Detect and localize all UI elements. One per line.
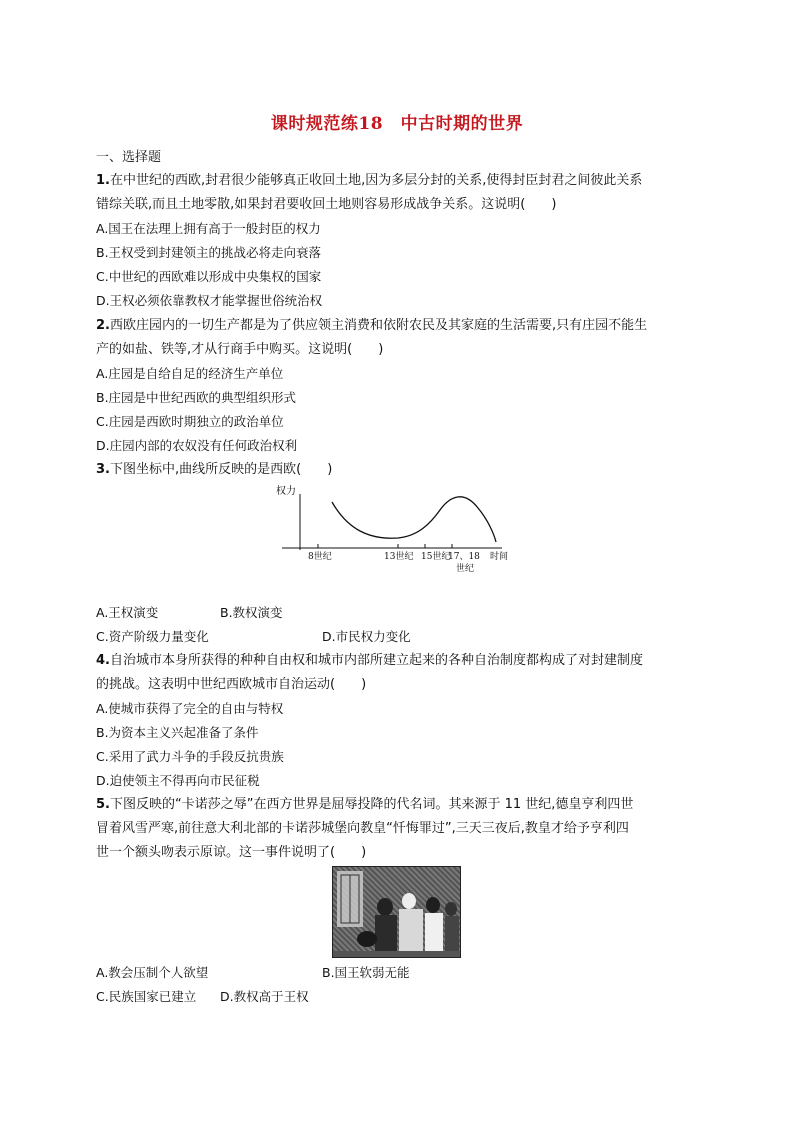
question-5-option-b[interactable]: B.国王软弱无能 [322,965,410,980]
question-2-text-line2: 产的如盐、铁等,才从行商手中购买。这说明( ) [96,342,384,357]
question-2-option-d[interactable]: D.庄园内部的农奴没有任何政治权利 [96,438,298,453]
chart-series-line [332,497,496,542]
question-4-stem-part1: 自治城市本身所获得的种种自由权和城市内部所建立起来的各种自治制度都构成了对封建制度 [109,653,643,668]
page-title: 课时规范练18 中古时期的世界 [270,114,524,134]
canossa-engraving-image [332,866,461,958]
chart-x-label: 时间 [490,552,509,562]
chart-tick-label-13: 13世纪 [384,552,414,562]
chart-y-label: 权力 [276,486,296,497]
chart-tick-label-15: 15世纪 [421,552,451,562]
question-3-option-a[interactable]: A.王权演变 [96,605,159,620]
question-1-option-d[interactable]: D.王权必须依靠教权才能掌握世俗统治权 [96,293,323,308]
question-2-number: 2. [96,318,110,333]
question-3-option-c[interactable]: C.资产阶级力量变化 [96,629,209,644]
question-5-text-line2: 冒着风雪严寒,前往意大利北部的卡诺莎城堡向教皇“忏悔罪过”,三天三夜后,教皇才给予亨利四 [96,821,629,836]
power-curve-chart [270,480,530,580]
question-2-text-line1 [96,318,647,334]
question-4-text-line1 [96,653,643,669]
question-3-option-d[interactable]: D.市民权力变化 [322,629,411,644]
question-5-number: 5. [96,797,110,812]
question-5-text-line1 [96,797,633,813]
question-1-number: 1. [96,173,110,188]
question-5-option-d[interactable]: D.教权高于王权 [220,989,309,1004]
question-2-option-b[interactable]: B.庄园是中世纪西欧的典型组织形式 [96,390,297,405]
chart-tick-label-8: 8世纪 [308,552,332,562]
chart-tick-label-century: 世纪 [456,564,475,574]
question-4-option-a[interactable]: A.使城市获得了完全的自由与特权 [96,701,284,716]
question-3-option-b[interactable]: B.教权演变 [220,605,283,620]
question-1-text-line1 [96,173,642,189]
chart-tick-label-17-18: 17、18 [448,552,480,562]
question-4-option-b[interactable]: B.为资本主义兴起准备了条件 [96,725,259,740]
question-4-text-line2: 的挑战。这表明中世纪西欧城市自治运动( ) [96,677,367,692]
question-4-option-c[interactable]: C.采用了武力斗争的手段反抗贵族 [96,749,284,764]
question-1-option-b[interactable]: B.王权受到封建领主的挑战必将走向衰落 [96,245,322,260]
question-3-stem: 下图坐标中,曲线所反映的是西欧( ) [109,462,333,477]
question-5-option-a[interactable]: A.教会压制个人欲望 [96,965,209,980]
question-1-option-a[interactable]: A.国王在法理上拥有高于一般封臣的权力 [96,221,321,236]
question-1-stem-part1: 在中世纪的西欧,封君很少能够真正收回土地,因为多层分封的关系,使得封臣封君之间彼此关系 [109,173,643,188]
question-4-option-d[interactable]: D.迫使领主不得再向市民征税 [96,773,260,788]
question-4-number: 4. [96,653,110,668]
question-1-option-c[interactable]: C.中世纪的西欧难以形成中央集权的国家 [96,269,322,284]
section-heading: 一、选择题 [96,150,162,165]
question-5-text-line3: 世一个额头吻表示原谅。这一事件说明了( ) [96,845,367,860]
question-3-text-line1 [96,462,332,478]
question-3-number: 3. [96,462,110,477]
question-1-text-line2: 错综关联,而且土地零散,如果封君要收回土地则容易形成战争关系。这说明( ) [96,197,557,212]
question-5-option-c[interactable]: C.民族国家已建立 [96,989,197,1004]
engraving-figures-icon [333,867,461,958]
question-2-option-c[interactable]: C.庄园是西欧时期独立的政治单位 [96,414,284,429]
question-2-stem-part1: 西欧庄园内的一切生产都是为了供应领主消费和依附农民及其家庭的生活需要,只有庄园不能生 [109,318,648,333]
question-2-option-a[interactable]: A.庄园是自给自足的经济生产单位 [96,366,284,381]
question-5-stem-part1: 下图反映的“卡诺莎之辱”在西方世界是屈辱投降的代名词。其来源于 11 世纪,德皇亨利四世 [109,797,634,812]
